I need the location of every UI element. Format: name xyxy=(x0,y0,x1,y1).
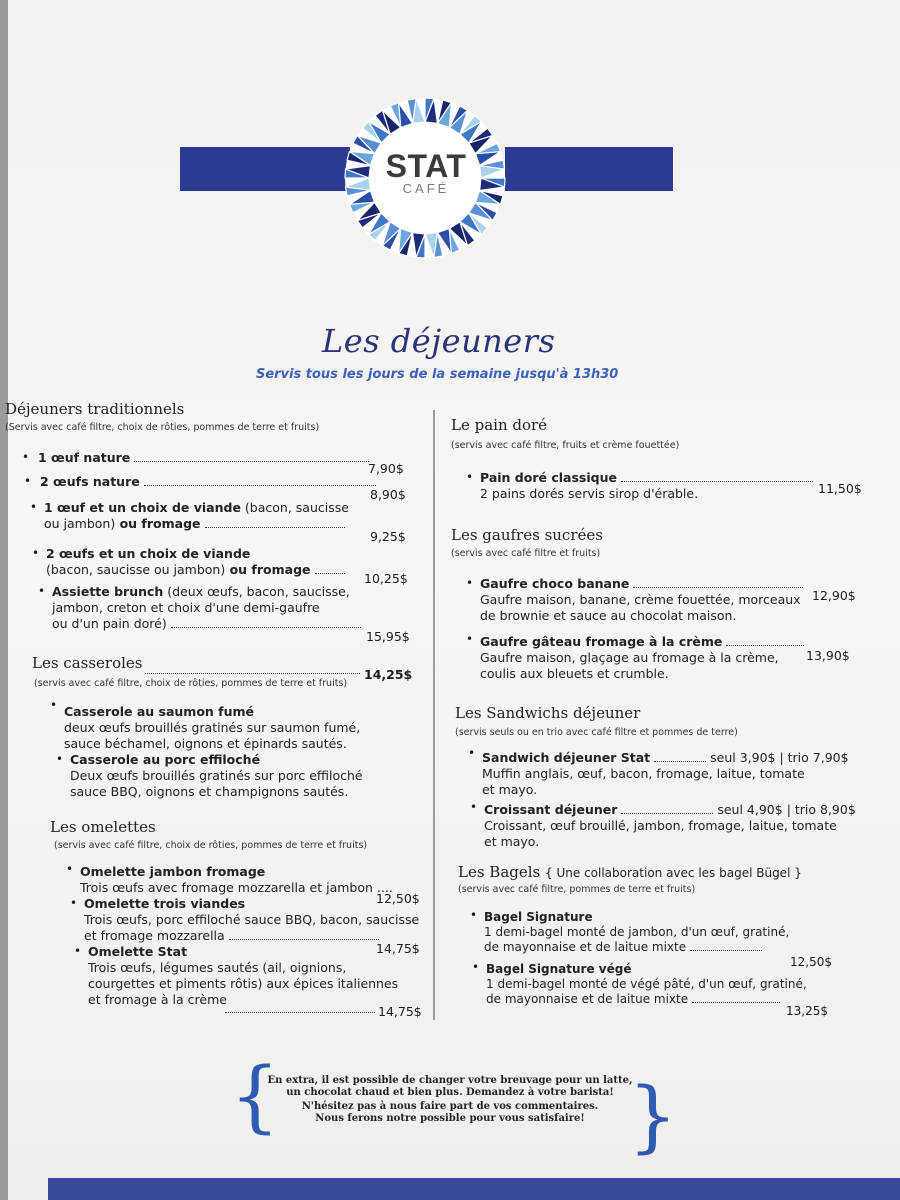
item-name: 1 œuf nature xyxy=(38,450,131,465)
section-note-traditionnels: (Servis avec café filtre, choix de rôties, pommes de terre et fruits) xyxy=(5,422,320,433)
footer-line: En extra, il est possible de changer votre breuvage pour un latte, xyxy=(267,1075,633,1086)
item-price: 7,90$ xyxy=(368,461,404,476)
item-desc: (bacon, saucisse xyxy=(240,500,349,515)
item-name: Croissant déjeuner xyxy=(484,802,618,817)
item-price: 14,75$ xyxy=(378,1004,422,1019)
section-note-sandwichs: (servis seuls ou en trio avec café filtre et pommes de terre) xyxy=(455,727,738,738)
item-name: Omelette jambon fromage xyxy=(80,864,266,879)
menu-item xyxy=(44,500,374,532)
section-title-bagels xyxy=(458,863,802,881)
item-desc: sauce BBQ, oignons et champignons sautés. xyxy=(70,784,349,799)
menu-item xyxy=(84,896,424,944)
bottom-band xyxy=(48,1178,900,1200)
logo-bar-left xyxy=(180,147,350,191)
item-desc: Deux œufs brouillés gratinés sur porc effiloché xyxy=(70,768,363,783)
menu-item xyxy=(40,474,410,490)
item-name: Pain doré classique xyxy=(480,470,617,485)
dot-leader xyxy=(690,940,762,951)
item-desc: Trois œufs avec fromage mozzarella et jambon .... xyxy=(80,880,393,895)
item-desc: 1 demi-bagel monté de jambon, d'un œuf, gratiné, xyxy=(484,925,790,939)
bullet-icon: • xyxy=(22,450,30,464)
item-desc: et fromage à la crème xyxy=(88,992,227,1007)
bullet-icon: • xyxy=(32,546,40,560)
logo-name: STAT xyxy=(385,148,467,184)
item-desc: jambon, creton et choix d'une demi-gaufre xyxy=(52,600,320,615)
item-name: Gaufre choco banane xyxy=(480,576,630,591)
item-desc: sauce béchamel, oignons et épinards sautés. xyxy=(64,736,347,751)
item-price: 10,25$ xyxy=(364,571,408,586)
item-desc: Gaufre maison, glaçage au fromage à la crème, xyxy=(480,650,779,665)
right-brace-icon: } xyxy=(628,1072,678,1162)
item-desc: Croissant, œuf brouillé, jambon, fromage, laitue, tomate xyxy=(484,818,837,833)
item-extra: ou fromage xyxy=(225,562,311,577)
bagels-collab: { Une collaboration avec les bagel Bügel } xyxy=(545,866,802,880)
dot-leader xyxy=(726,635,804,646)
item-name: Casserole au porc effiloché xyxy=(70,752,261,767)
item-desc: et mayo. xyxy=(482,782,538,797)
dot-leader xyxy=(205,517,345,528)
item-extra: ou fromage xyxy=(115,516,201,531)
item-price: 13,90$ xyxy=(806,648,850,663)
footer-line: Nous ferons notre possible pour vous satisfaire! xyxy=(315,1113,585,1124)
item-name: Gaufre gâteau fromage à la crème xyxy=(480,634,723,649)
page-title: Les déjeuners xyxy=(322,322,556,360)
menu-item xyxy=(484,910,824,955)
menu-item xyxy=(480,576,820,624)
bullet-icon: • xyxy=(50,698,58,712)
dot-leader xyxy=(171,617,361,628)
item-price: 11,50$ xyxy=(818,481,862,496)
item-desc: coulis aux bleuets et crumble. xyxy=(480,666,669,681)
item-desc: ou jambon) xyxy=(44,516,116,531)
section-title-pain-dore: Le pain doré xyxy=(451,416,548,434)
item-desc: de brownie et sauce au chocolat maison. xyxy=(480,608,737,623)
dot-leader xyxy=(144,475,376,486)
bullet-icon: • xyxy=(466,470,474,484)
footer-line: N'hésitez pas à nous faire part de vos commentaires. xyxy=(301,1101,599,1112)
item-price: 12,50$ xyxy=(790,955,832,969)
dot-leader xyxy=(692,992,780,1003)
item-desc: ou d'un pain doré) xyxy=(52,616,167,631)
item-desc: deux œufs brouillés gratinés sur saumon fumé, xyxy=(64,720,361,735)
item-name: 2 œufs nature xyxy=(40,474,140,489)
footer-line: un chocolat chaud et bien plus. Demandez à votre barista! xyxy=(286,1087,614,1098)
bullet-icon: • xyxy=(466,576,474,590)
item-name: Casserole au saumon fumé xyxy=(64,704,254,719)
dot-leader xyxy=(134,451,369,462)
item-desc: de mayonnaise et de laitue mixte xyxy=(484,940,687,954)
item-price: seul 3,90$ | trio 7,90$ xyxy=(710,750,849,765)
logo-bar-right xyxy=(505,147,673,191)
page-subtitle: Servis tous les jours de la semaine jusqu'à 13h30 xyxy=(256,367,619,382)
item-desc: et fromage mozzarella xyxy=(84,928,225,943)
menu-item xyxy=(80,864,420,896)
item-desc: de mayonnaise et de laitue mixte xyxy=(486,992,689,1006)
left-brace-icon: { xyxy=(230,1052,280,1142)
bullet-icon: • xyxy=(470,908,478,922)
bullet-icon: • xyxy=(66,862,74,876)
column-divider xyxy=(433,410,435,1020)
dot-leader xyxy=(315,563,345,574)
item-desc: 2 pains dorés servis sirop d'érable. xyxy=(480,486,699,501)
section-title-omelettes: Les omelettes xyxy=(50,818,156,836)
bullet-icon: • xyxy=(74,944,82,958)
menu-item xyxy=(482,750,862,798)
section-note-casseroles: (servis avec café filtre, choix de rôties, pommes de terre et fruits) xyxy=(34,678,348,689)
item-name: Bagel Signature végé xyxy=(486,962,632,976)
logo-sub: CAFÉ xyxy=(402,181,450,196)
section-title-casseroles: Les casseroles xyxy=(32,654,143,672)
item-desc: courgettes et piments rôtis) aux épices italiennes xyxy=(88,976,399,991)
bullet-icon: • xyxy=(468,746,476,760)
bullet-icon: • xyxy=(70,896,78,910)
footer-note xyxy=(255,1075,645,1125)
item-price: 8,90$ xyxy=(370,487,406,502)
menu-item xyxy=(480,470,820,502)
item-price: 12,50$ xyxy=(376,891,420,906)
dot-leader xyxy=(621,803,713,814)
bagels-title: Les Bagels xyxy=(458,863,541,881)
bullet-icon: • xyxy=(38,584,46,598)
item-desc: (deux œufs, bacon, saucisse, xyxy=(163,584,350,599)
item-desc: 1 demi-bagel monté de végé pâté, d'un œuf, gratiné, xyxy=(486,977,807,991)
section-title-gaufres: Les gaufres sucrées xyxy=(451,526,603,544)
menu-item xyxy=(486,962,826,1007)
dot-leader xyxy=(633,577,803,588)
logo xyxy=(370,150,482,196)
section-title-sandwichs: Les Sandwichs déjeuner xyxy=(455,704,641,722)
section-title-traditionnels: Déjeuners traditionnels xyxy=(5,400,185,418)
item-price: 12,90$ xyxy=(812,588,856,603)
section-price-casseroles: 14,25$ xyxy=(364,667,413,682)
menu-item xyxy=(70,752,390,800)
bullet-icon: • xyxy=(30,500,38,514)
item-price: 15,95$ xyxy=(366,629,410,644)
item-price: seul 4,90$ | trio 8,90$ xyxy=(717,802,856,817)
dot-leader xyxy=(654,751,706,762)
section-note-gaufres: (servis avec café filtre et fruits) xyxy=(451,548,601,559)
bullet-icon: • xyxy=(472,960,480,974)
bullet-icon: • xyxy=(56,752,64,766)
dot-leader xyxy=(621,471,813,482)
item-price: 13,25$ xyxy=(786,1004,828,1018)
bullet-icon: • xyxy=(466,632,474,646)
dot-leader xyxy=(229,929,379,940)
menu-item xyxy=(88,944,418,1008)
dot-leader xyxy=(145,663,360,674)
item-name: Sandwich déjeuner Stat xyxy=(482,750,651,765)
bullet-icon: • xyxy=(24,474,32,488)
section-note-bagels: (servis avec café filtre, pommes de terre et fruits) xyxy=(458,884,696,895)
menu-item xyxy=(46,546,376,578)
item-name: Omelette Stat xyxy=(88,944,188,959)
section-note-pain-dore: (servis avec café filtre, fruits et crème fouettée) xyxy=(451,440,680,451)
item-desc: et mayo. xyxy=(484,834,540,849)
item-desc: Muffin anglais, œuf, bacon, fromage, laitue, tomate xyxy=(482,766,805,781)
menu-item xyxy=(64,704,384,752)
item-name: 2 œufs et un choix de viande xyxy=(46,546,251,561)
section-note-omelettes: (servis avec café filtre, choix de rôties, pommes de terre et fruits) xyxy=(54,840,368,851)
item-desc: Gaufre maison, banane, crème fouettée, morceaux xyxy=(480,592,801,607)
item-price: 14,75$ xyxy=(376,941,420,956)
menu-item xyxy=(480,634,820,682)
menu-item xyxy=(38,450,408,466)
item-desc: Trois œufs, légumes sautés (ail, oignions, xyxy=(88,960,347,975)
dot-leader xyxy=(225,1002,375,1013)
item-price: 9,25$ xyxy=(370,529,406,544)
item-name: 1 œuf et un choix de viande xyxy=(44,500,241,515)
item-desc: (bacon, saucisse ou jambon) xyxy=(46,562,226,577)
menu-item xyxy=(52,584,372,632)
bullet-icon: • xyxy=(470,800,478,814)
item-name: Assiette brunch xyxy=(52,584,164,599)
item-desc: Trois œufs, porc effiloché sauce BBQ, bacon, saucisse xyxy=(84,912,420,927)
item-name: Bagel Signature xyxy=(484,910,593,924)
menu-item xyxy=(484,802,864,850)
item-name: Omelette trois viandes xyxy=(84,896,246,911)
